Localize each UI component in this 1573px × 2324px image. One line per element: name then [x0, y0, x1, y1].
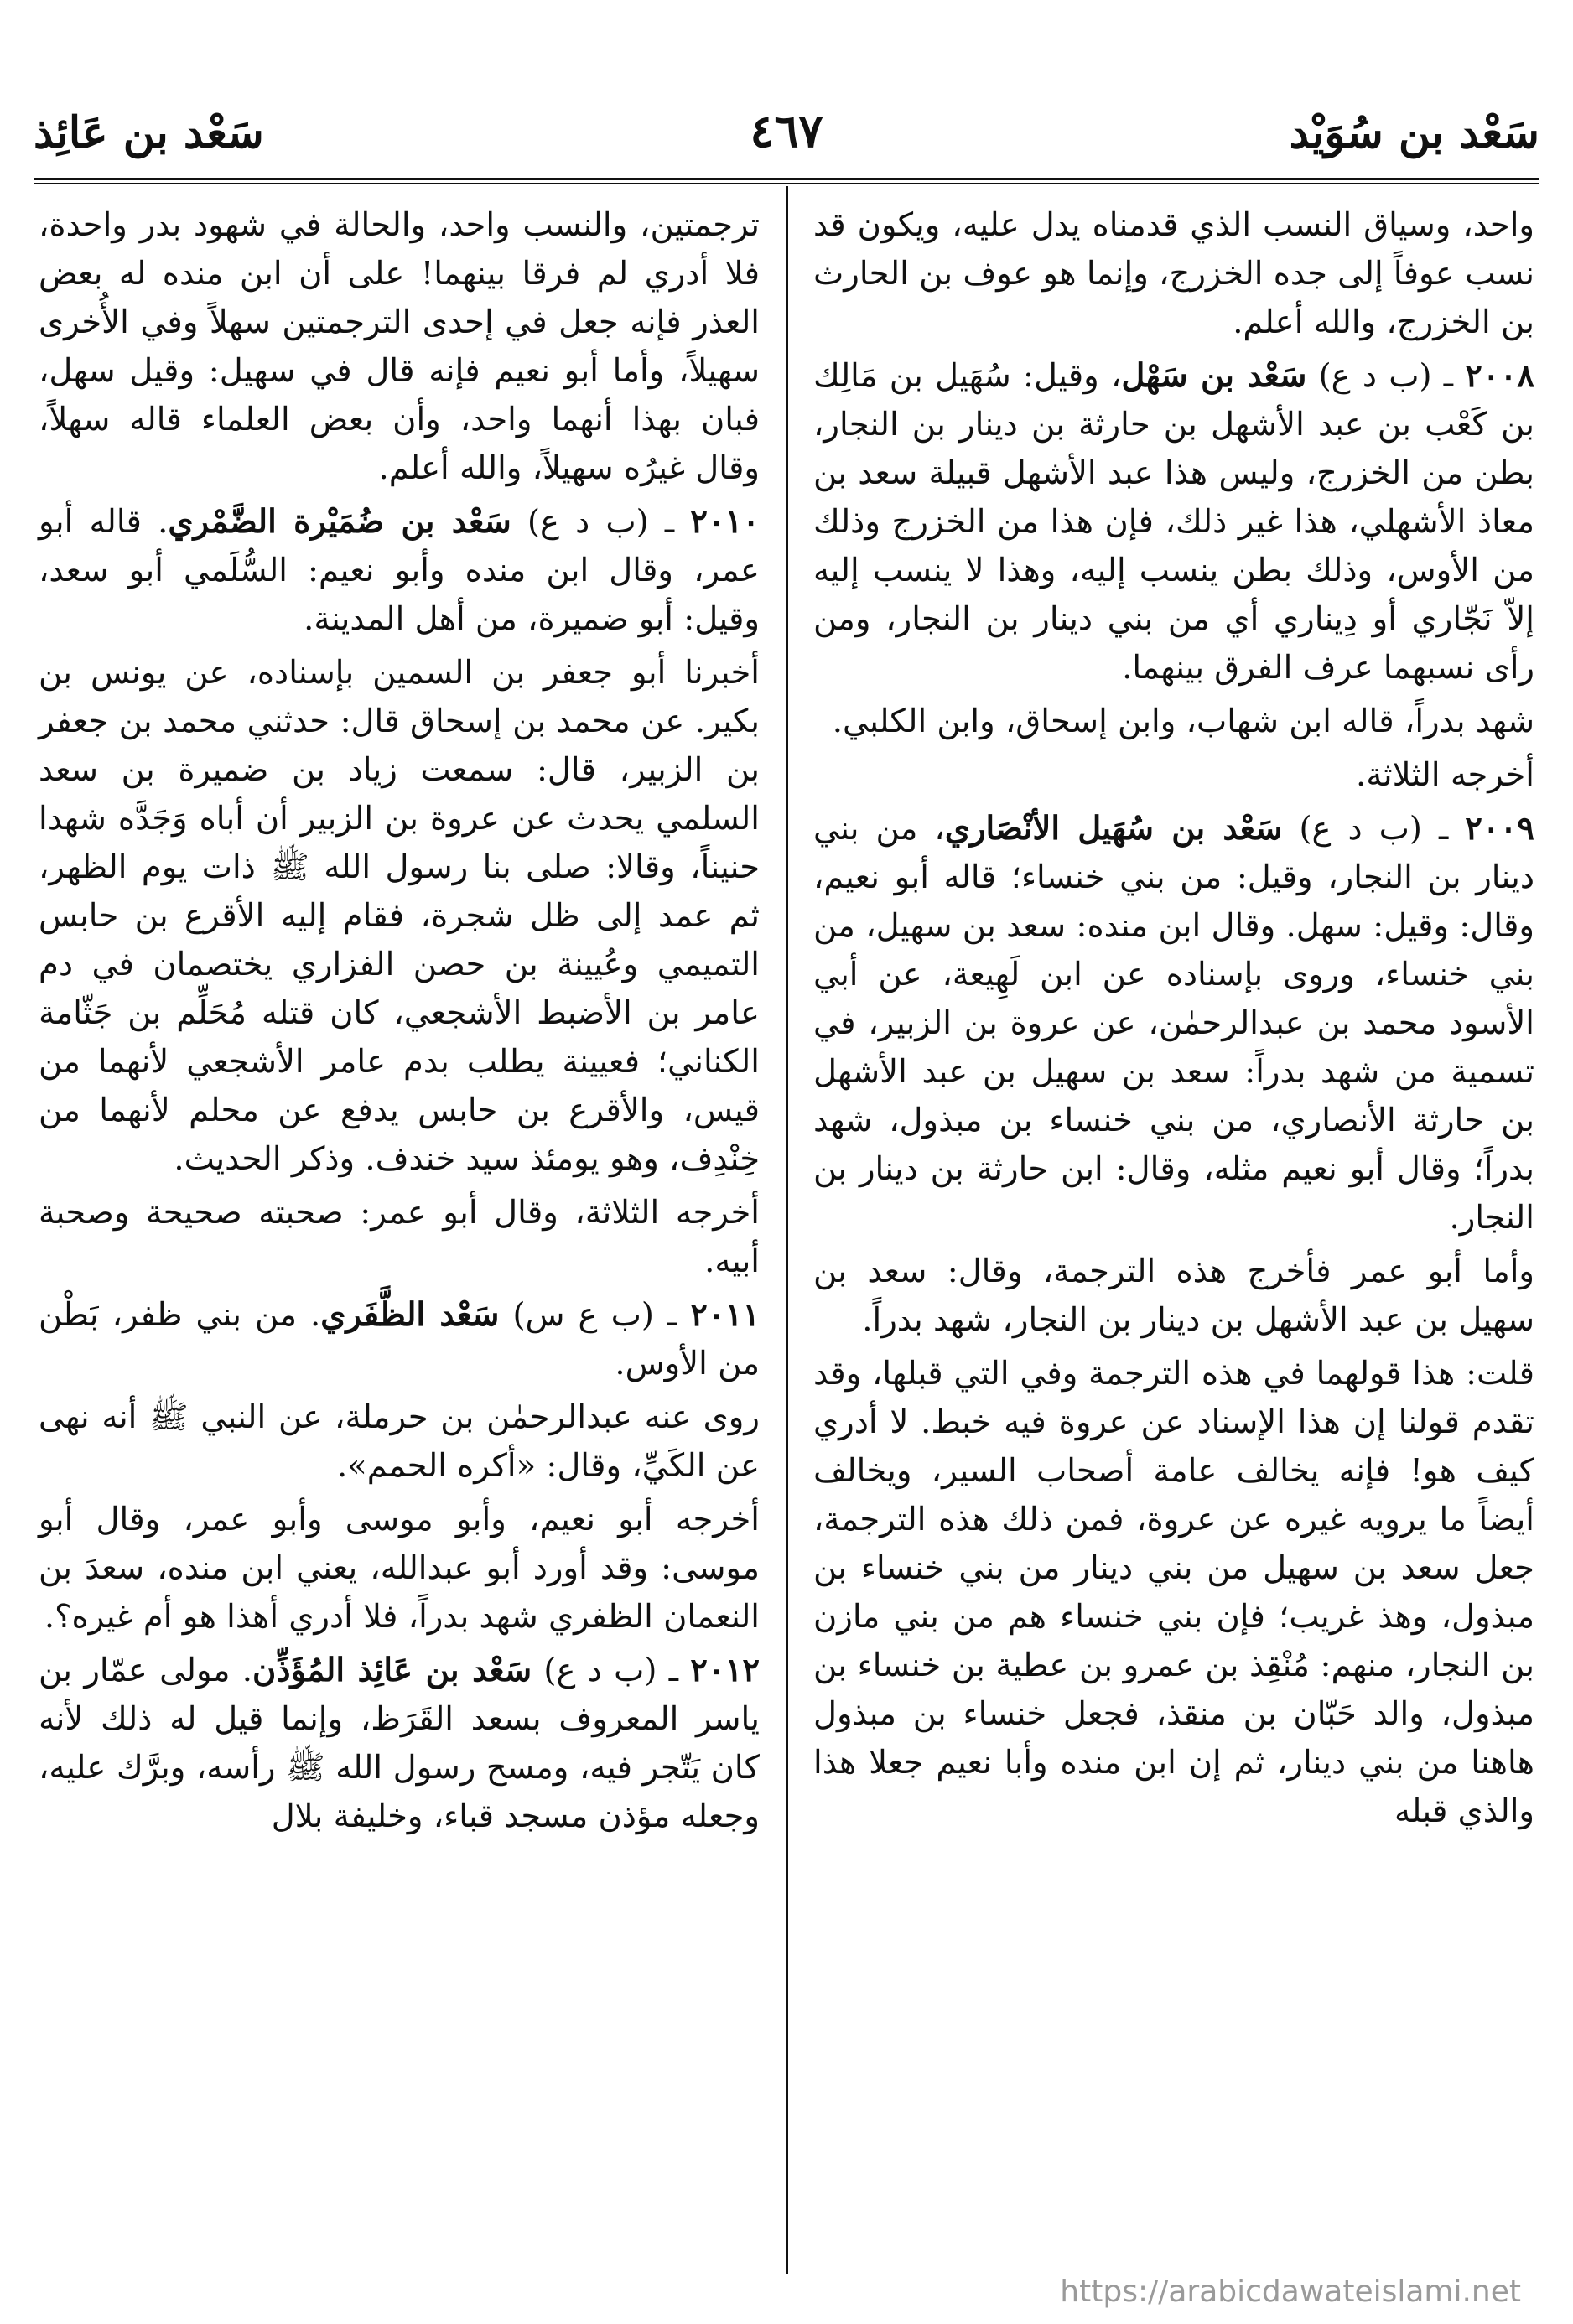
entry-name: سَعْد بن عَائِذ المُؤَذِّن: [252, 1652, 532, 1689]
entry-paragraph: [813, 352, 1534, 693]
entry-number: ٢٠١٢: [690, 1652, 761, 1689]
paragraph-text: . من بني ظفر، بَطْن من الأوس.: [39, 1296, 760, 1382]
paragraph-text: ، من بني دينار بن النجار، وقيل: من بني خنساء؛ قاله أبو نعيم، وقال: وقيل: سهل. وقال ابن منده: سعد بن سهيل، من بني خنساء، وروى بإسناده عن ابن لَهِيعة، عن أبي الأسود محمد بن عبدالرحمٰن، عن عروة بن الزبير، في تسمية من شهد بدراً: سعد بن سهيل بن عبد الأشهل بن حارثة الأنصاري، من بني خنساء بن مبذول، شهد بدراً؛ وقال أبو نعيم مثله، وقال: ابن حارثة بن دينار بن النجار.: [813, 810, 1534, 1237]
entry-sigla: ـ (ب د ع): [1282, 810, 1466, 848]
entry-sigla: ـ (ب د ع): [532, 1652, 691, 1689]
text-paragraph: [813, 1350, 1534, 1836]
page-header: [34, 99, 1539, 166]
text-paragraph: [39, 1393, 760, 1491]
entry-sigla: ـ (ب د ع): [1306, 357, 1466, 395]
running-title-right: سَعْد بن سُوَيْد: [1289, 107, 1539, 158]
paragraph-text: واحد، وسياق النسب الذي قدمناه يدل عليه، ويكون قد نسب عوفاً إلى جده الخزرج، وإنما هو عوف بن الحارث بن الخزرج، والله أعلم.: [813, 206, 1534, 341]
text-paragraph: [813, 698, 1534, 746]
entry-paragraph: [39, 1291, 760, 1388]
text-paragraph: [813, 751, 1534, 800]
paragraph-text: أخرجه أبو نعيم، وأبو موسى وأبو عمر، وقال أبو موسى: وقد أورد أبو عبدالله، يعني ابن منده، سعدَ بن النعمان الظفري شهد بدراً، فلا أدري أهذا هو أم غيره؟.: [39, 1501, 760, 1636]
page-number: ٤٦٧: [750, 104, 823, 158]
entry-number: ٢٠١٠: [690, 503, 760, 541]
entry-name: سَعْد بن سَهْل: [1121, 357, 1307, 395]
running-title-left: سَعْد بن عَائِذ: [34, 107, 264, 158]
text-paragraph: [813, 201, 1534, 347]
paragraph-text: أخرجه الثلاثة.: [1355, 756, 1534, 794]
entry-name: سَعْد بن سُهَيل الأنْصَاري: [944, 810, 1283, 848]
entry-name: سَعْد الظَّفَري: [320, 1296, 500, 1334]
watermark-url: https://arabicdawateislami.net: [1060, 2275, 1521, 2309]
entry-number: ٢٠٠٨: [1465, 357, 1534, 395]
paragraph-text: وأما أبو عمر فأخرج هذه الترجمة، وقال: سعد بن سهيل بن عبد الأشهل بن دينار بن النجار، شهد بدراً.: [813, 1253, 1534, 1339]
paragraph-text: ، وقيل: سُهَيل بن مَالِك بن كَعْب بن عبد الأشهل بن حارثة بن دينار بن النجار، بطن من الخزرج، وليس هذا عبد الأشهل قبيلة سعد بن معاذ الأشهلي، هذا غير ذلك، فإن هذا من الخزرج وذلك من الأوس، وذلك بطن ينسب إليه، وهذا لا ينسب إليه إلاّ نَجّاري أو دِيناري أي من بني دينار بن النجار، ومن رأى نسبهما عرف الفرق بينهما.: [813, 357, 1534, 687]
paragraph-text: أخبرنا أبو جعفر بن السمين بإسناده، عن يونس بن بكير. عن محمد بن إسحاق قال: حدثني محمد بن جعفر بن الزبير، قال: سمعت زياد بن ضميرة بن سعد السلمي يحدث عن عروة بن الزبير أن أباه وَجَدَّه شهدا حنيناً، وقالا: صلى بنا رسول الله ﷺ ذات يوم الظهر، ثم عمد إلى ظل شجرة، فقام إليه الأقرع بن حابس التميمي وعُيينة بن حصن الفزاري يختصمان في دم عامر بن الأضبط الأشجعي، كان قتله مُحَلِّم بن جَثّامة الكناني؛ فعيينة يطلب بدم عامر الأشجعي لأنهما من قيس، والأقرع بن حابس يدفع عن محلم لأنهما من خِنْدِف، وهو يومئذ سيد خندف. وذكر الحديث.: [39, 654, 760, 1178]
paragraph-text: شهد بدراً، قاله ابن شهاب، وابن إسحاق، وابن الكلبي.: [832, 703, 1534, 740]
header-rule-thin: [34, 183, 1539, 184]
entry-paragraph: [39, 498, 760, 644]
entry-number: ٢٠٠٩: [1465, 810, 1534, 848]
entry-name: سَعْد بن ضُمَيْرة الضَّمْري: [168, 503, 511, 541]
text-paragraph: [39, 1189, 760, 1286]
paragraph-text: قلت: هذا قولهما في هذه الترجمة وفي التي قبلها، وقد تقدم قولنا إن هذا الإسناد عن عروة فيه خبط. لا أدري كيف هو! فإنه يخالف عامة أصحاب السير، ويخالف أيضاً ما يرويه غيره عن عروة، فمن ذلك هذه الترجمة، جعل سعد بن سهيل من بني دينار من بني خنساء بن مبذول، وهذ غريب؛ فإن بني خنساء هم من بني مازن بن النجار، منهم: مُنْقِذ بن عمرو بن عطية بن خنساء بن مبذول، والد حَبّان بن منقذ، فجعل خنساء بن مبذول هاهنا من بني دينار، ثم إن ابن منده وأبا نعيم جعلا هذا والذي قبله: [813, 1355, 1534, 1830]
column-divider: [786, 186, 788, 2274]
entry-number: ٢٠١١: [690, 1296, 760, 1334]
right-column: [813, 201, 1534, 1841]
left-column: [39, 201, 760, 1846]
paragraph-text: . مولى عمّار بن ياسر المعروف بسعد القَرَظ، وإنما قيل له ذلك لأنه كان يَتّجر فيه، ومسح رسول الله ﷺ رأسه، وبرَّك عليه، وجعله مؤذن مسجد قباء، وخليفة بلال: [39, 1652, 760, 1835]
paragraph-text: روى عنه عبدالرحمٰن بن حرملة، عن النبي ﷺ أنه نهى عن الكَيِّ، وقال: «أكره الحمم».: [39, 1398, 760, 1485]
text-paragraph: [39, 201, 760, 493]
entry-sigla: ـ (ب د ع): [511, 503, 691, 541]
paragraph-text: ترجمتين، والنسب واحد، والحالة في شهود بدر واحدة، فلا أدري لم فرقا بينهما! على أن ابن منده له بعض العذر فإنه جعل في إحدى الترجمتين سهلاً وفي الأُخرى سهيلاً، وأما أبو نعيم فإنه قال في سهيل: وقيل سهل، فبان بهذا أنهما واحد، وأن بعض العلماء قاله سهلاً، وقال غيرُه سهيلاً، والله أعلم.: [39, 206, 760, 487]
entry-sigla: ـ (ب ع س): [499, 1296, 691, 1334]
text-paragraph: [39, 1496, 760, 1642]
header-rule: [34, 178, 1539, 180]
entry-paragraph: [813, 805, 1534, 1242]
entry-paragraph: [39, 1647, 760, 1841]
text-paragraph: [39, 649, 760, 1184]
paragraph-text: . قاله أبو عمر، وقال ابن منده وأبو نعيم: السُّلَمي أبو سعد، وقيل: أبو ضميرة، من أهل المدينة.: [39, 503, 760, 638]
text-paragraph: [813, 1248, 1534, 1345]
paragraph-text: أخرجه الثلاثة، وقال أبو عمر: صحبته صحيحة وصحبة أبيه.: [39, 1194, 760, 1280]
